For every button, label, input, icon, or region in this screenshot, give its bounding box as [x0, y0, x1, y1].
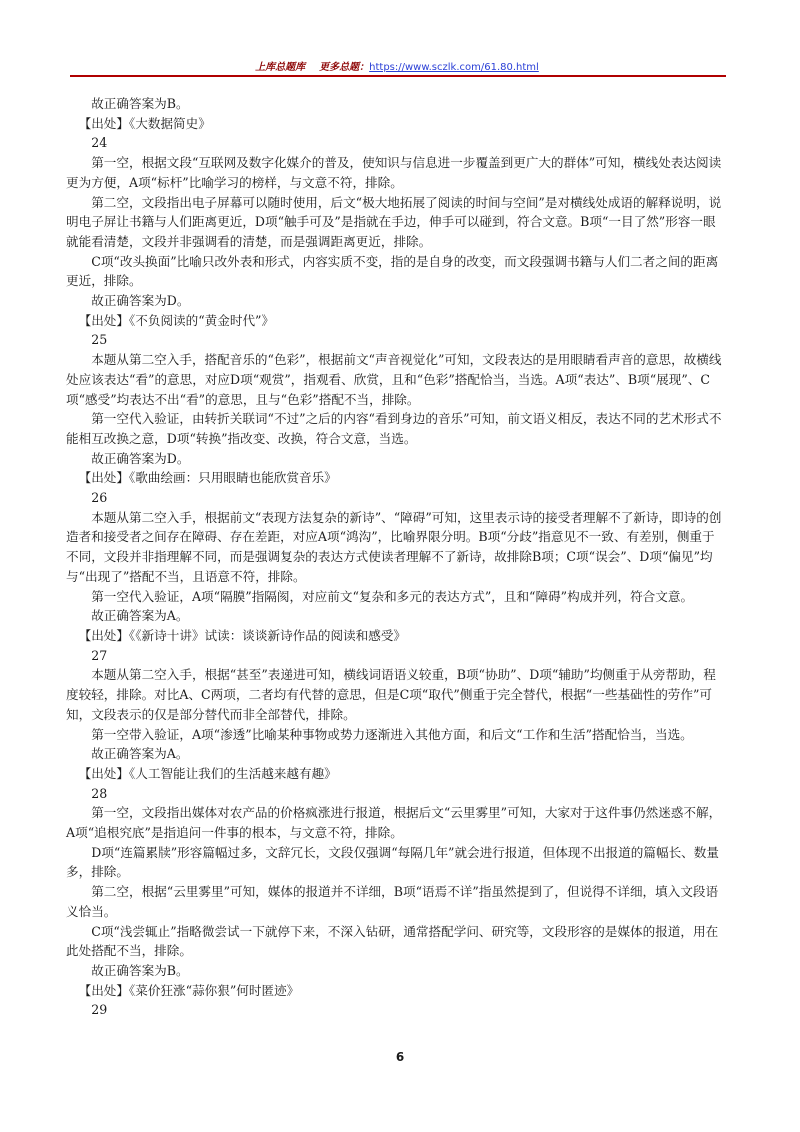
header-rule [70, 75, 726, 77]
question-number: 28 [91, 785, 108, 801]
paragraph: 第二空，根据“云里雾里”可知，媒体的报道并不详细，B项“语焉不详”指虽然提到了，但说得不详细，填入文段语义恰当。 [66, 884, 719, 919]
paragraph: 第一空带入验证，A项“渗透”比喻某种事物或势力逐渐进入其他方面，和后文“工作和生活”搭配恰当，当选。 [91, 726, 693, 742]
paragraph: 故正确答案为A。 [91, 746, 189, 762]
paragraph: 第一空代入验证，A项“隔膜”指隔阂，对应前文“复杂和多元的表达方式”，且和“障碍”构成并列，符合文意。 [91, 588, 694, 604]
paragraph: 故正确答案为D。 [91, 450, 190, 466]
paragraph: 第一空，文段指出媒体对农产品的价格疯涨进行报道，根据后文“云里雾里”可知，大家对于这件事仍然迷惑不解，A项“追根究底”是指追问一件事的根本，与文意不符，排除。 [66, 805, 722, 841]
question-number: 27 [91, 647, 108, 663]
source-line: 【出处】《菜价狂涨“蒜你狠”何时匿迹》 [78, 982, 300, 998]
source-line: 【出处】《《新诗十讲》试读：谈谈新诗作品的阅读和感受》 [78, 627, 407, 643]
question-number: 26 [91, 490, 108, 506]
paragraph: 故正确答案为A。 [91, 608, 189, 624]
page-number: 6 [395, 1050, 405, 1064]
document-body [66, 94, 726, 1020]
paragraph: 第一空，根据文段“互联网及数字化媒介的普及，使知识与信息进一步覆盖到更广大的群体”可知，横线处表达阅读更为方便，A项“标杆”比喻学习的榜样，与文意不符，排除。 [66, 155, 722, 190]
question-number: 25 [91, 332, 108, 348]
paragraph: D项“连篇累牍”形容篇幅过多，文辞冗长，文段仅强调“每隔几年”就会进行报道，但体现不出报道的篇幅长、数量多，排除。 [66, 844, 719, 880]
source-line: 【出处】《歌曲绘画：只用眼睛也能欣赏音乐》 [78, 470, 337, 486]
source-line: 【出处】《人工智能让我们的生活越来越有趣》 [78, 765, 337, 781]
paragraph: 本题从第二空入手，搭配音乐的“色彩”，根据前文“声音视觉化”可知，文段表达的是用眼睛看声音的意思，故横线处应该表达“看”的意思，对应D项“观赏”，指观看、欣赏，且和“色彩”搭配恰当，当选。A项“表达”、B项“展现”、C项“感受”均表达不出“看”的意思，且与“色彩”搭配不当，排除。 [66, 352, 722, 407]
paragraph: C项“浅尝辄止”指略微尝试一下就停下来，不深入钻研，通常搭配学问、研究等，文段形容的是媒体的报道，用在此处搭配不当，排除。 [66, 923, 719, 959]
paragraph: 第二空，文段指出电子屏幕可以随时使用，后文“极大地拓展了阅读的时间与空间”是对横线处成语的解释说明，说明电子屏让书籍与人们距离更近，D项“触手可及”是指就在手边，伸手可以碰到，符合文意。B项“一目了然”形容一眼就能看清楚，文段并非强调看的清楚，而是强调距离更近，排除。 [66, 194, 722, 249]
header-link[interactable]: https://www.sczlk.com/61.80.html [369, 62, 539, 73]
paragraph: 故正确答案为B。 [91, 962, 189, 978]
site-name: 上库总题库 [255, 62, 306, 73]
paragraph: 第一空代入验证，由转折关联词“不过”之后的内容“看到身边的音乐”可知，前文语义相反，表达不同的艺术形式不能相互改换之意，D项“转换”指改变、改换，符合文意，当选。 [66, 411, 722, 446]
question-number: 29 [91, 1002, 108, 1018]
paragraph: C项“改头换面”比喻只改外表和形式，内容实质不变，指的是自身的改变，而文段强调书籍与人们二者之间的距离更近，排除。 [66, 253, 719, 289]
paragraph: 故正确答案为B。 [91, 96, 189, 111]
paragraph: 故正确答案为D。 [91, 293, 190, 309]
page-header [72, 58, 722, 74]
question-number: 24 [91, 135, 108, 151]
source-line: 【出处】《大数据简史》 [78, 115, 211, 131]
paragraph: 本题从第二空入手，根据前文“表现方法复杂的新诗”、“障碍”可知，这里表示诗的接受者理解不了新诗，即诗的创造者和接受者之间存在障碍、存在差距，对应A项“鸿沟”，比喻界限分明。B项“分歧”指意见不一致、有差别，侧重于不同，文段并非指理解不同，而是强调复杂的表达方式使读者理解不了新诗，故排除B项；C项“误会”、D项“偏见”均与“出现了”搭配不当，且语意不符，排除。 [66, 509, 722, 584]
paragraph: 本题从第二空入手，根据“甚至”表递进可知，横线词语语义较重，B项“协助”、D项“辅助”均侧重于从旁帮助，程度较轻，排除。对比A、C两项，二者均有代替的意思，但是C项“取代”侧重于完全替代，根据“一些基础性的劳作”可知，文段表示的仅是部分替代而非全部替代，排除。 [66, 667, 716, 722]
more-label: 更多总题： [319, 62, 370, 73]
source-line: 【出处】《不负阅读的“黄金时代”》 [78, 312, 275, 328]
